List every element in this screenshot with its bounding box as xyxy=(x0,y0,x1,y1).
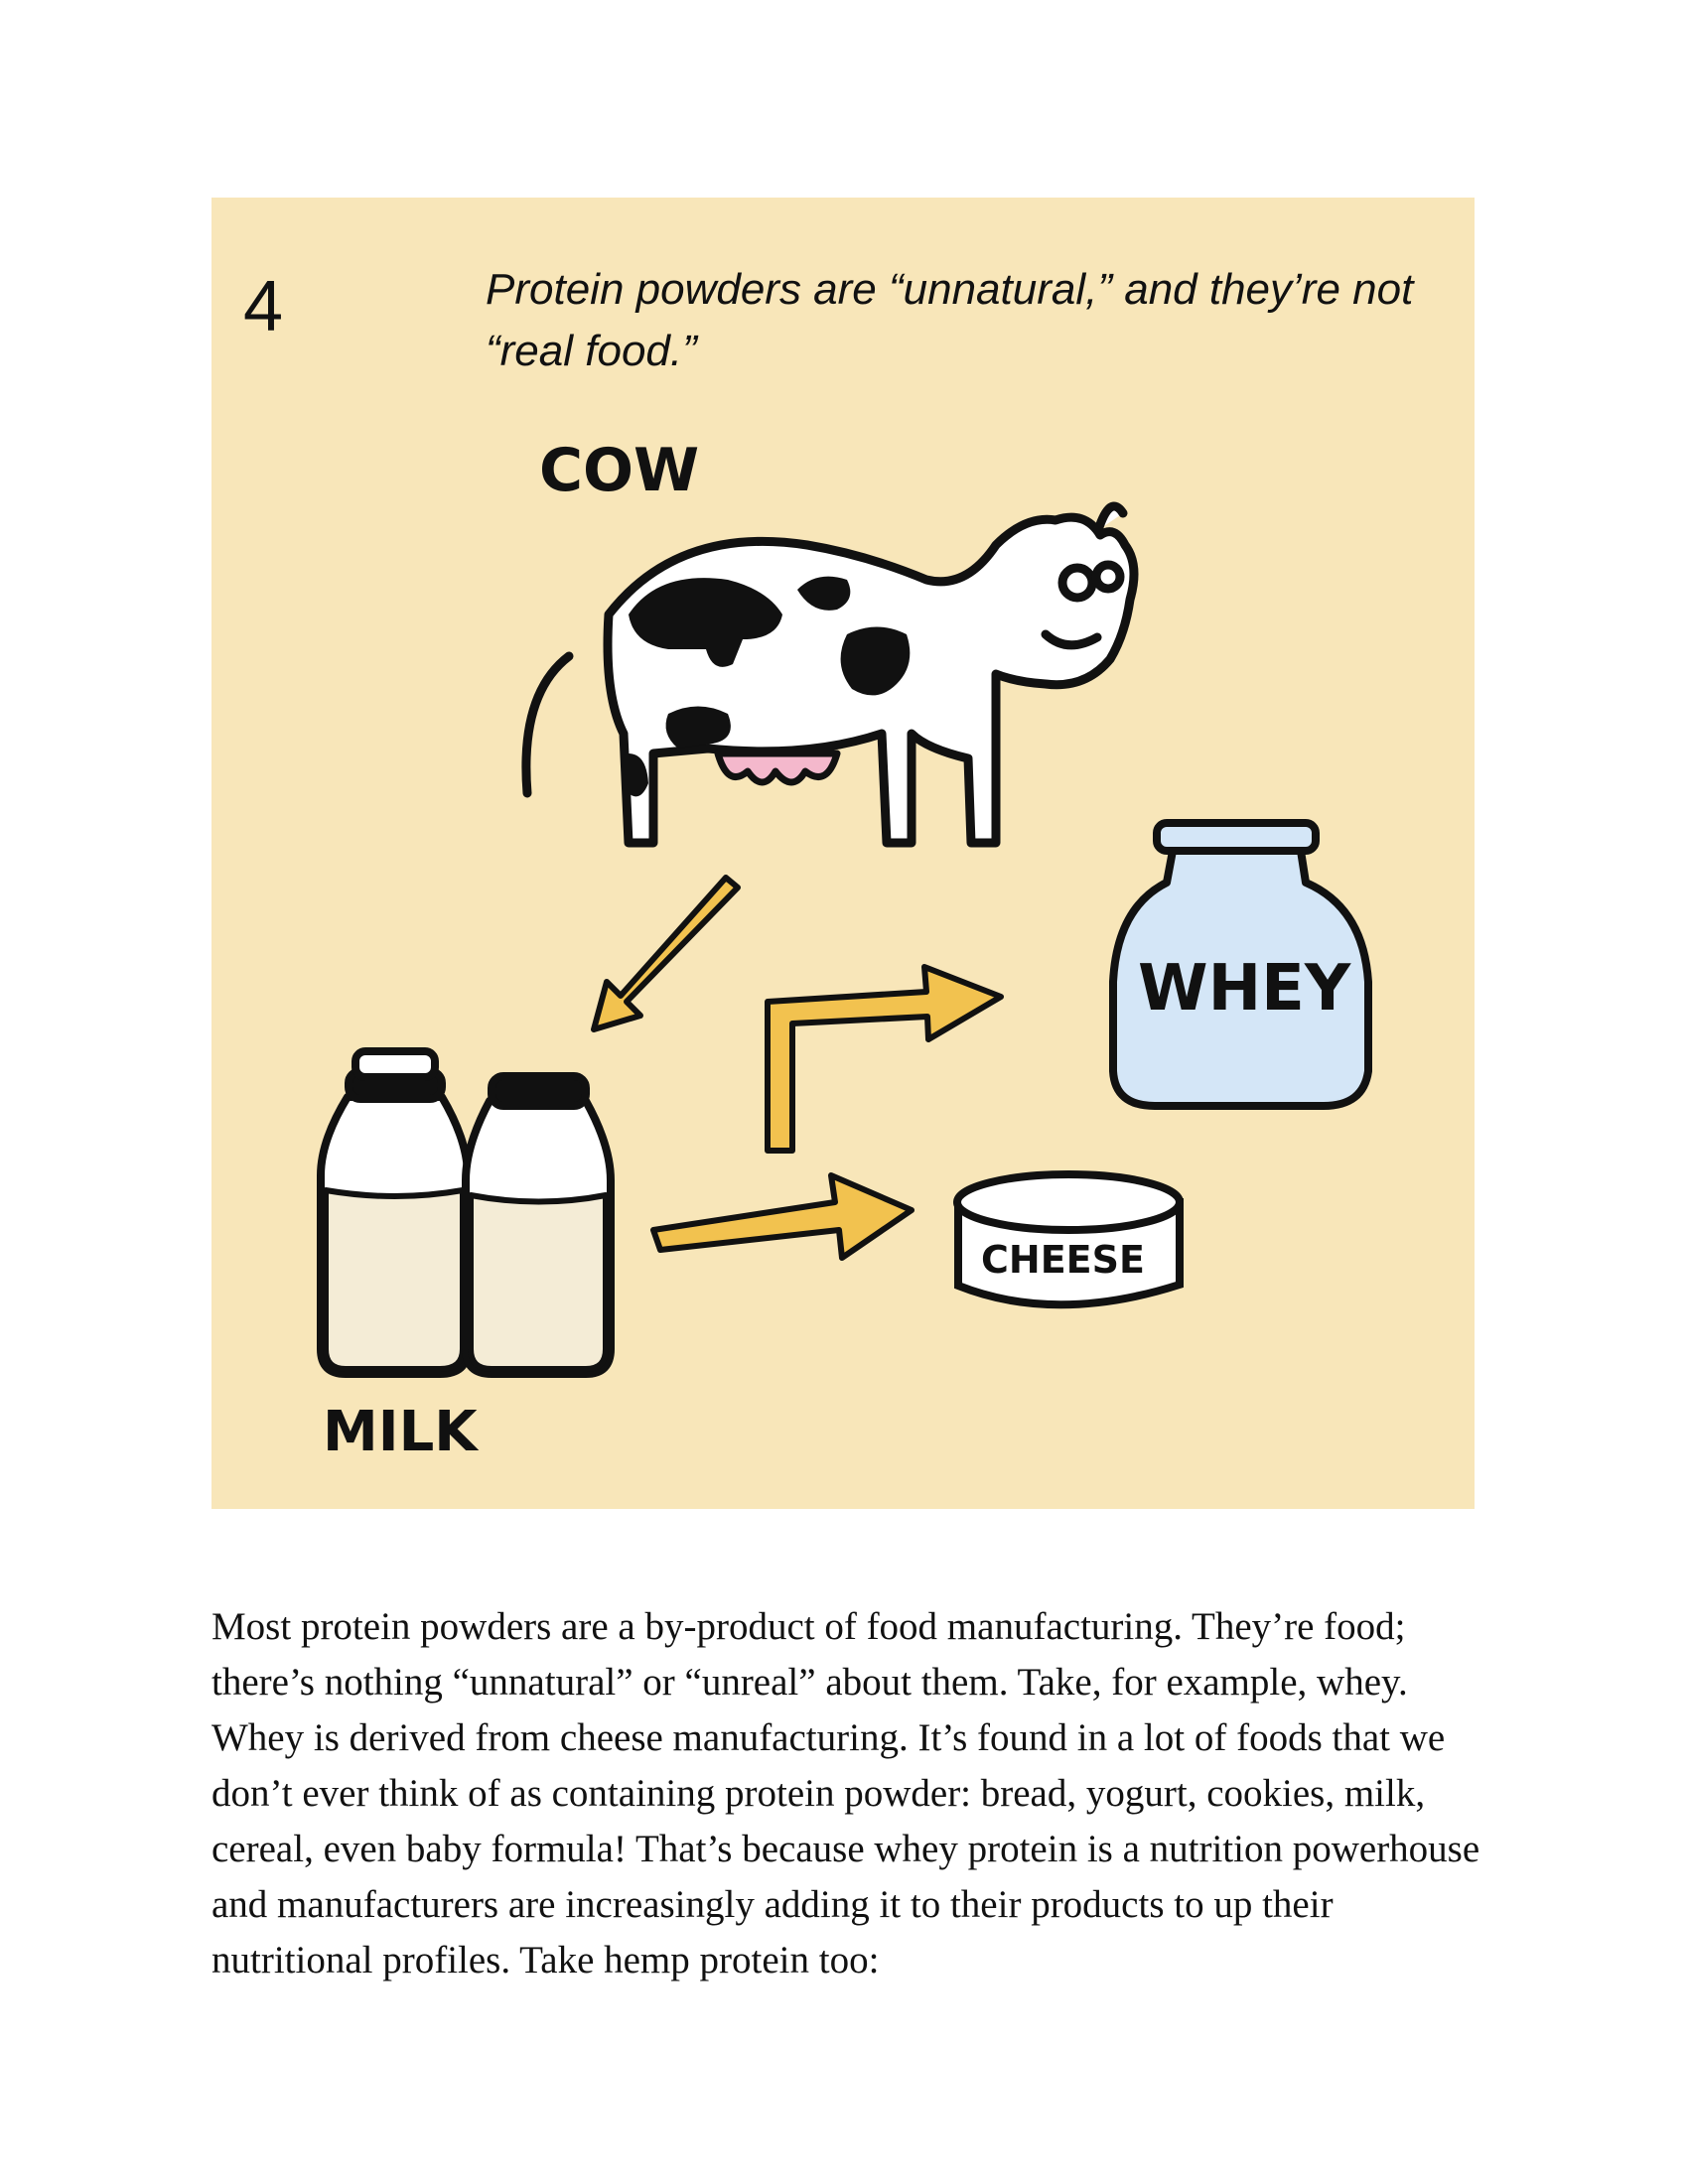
myth-illustration-panel xyxy=(211,198,1475,1509)
milk-bottles xyxy=(321,1051,611,1374)
arrow-milk-to-cheese xyxy=(653,1175,912,1258)
cheese-label: CHEESE xyxy=(981,1238,1145,1282)
milk-label: MILK xyxy=(323,1400,478,1464)
body-paragraph: Most protein powders are a by-product of food manufacturing. They’re food; there’s nothing “unnatural” or “unreal” about them. Take, for example, whey. Whey is derived from cheese manufacturing. It’s found in a lot of foods that we don’t ever think of as containing protein powder: bread, yogurt, cookies, milk, cereal, even baby formula! That’s because whey protein is a nutrition powerhouse and manufacturers are increasingly adding it to their products to up their nutritional profiles. Take hemp protein too: xyxy=(211,1605,1480,1981)
cow-drawing xyxy=(526,506,1134,843)
arrow-milk-to-whey xyxy=(768,967,1001,1151)
myth-title: Protein powders are “unnatural,” and they’re not “real food.” xyxy=(486,265,1414,375)
myth-number: 4 xyxy=(243,267,284,346)
cow-to-whey-diagram xyxy=(211,198,1475,1509)
arrow-cow-to-milk xyxy=(594,878,738,1029)
whey-label: WHEY xyxy=(1138,952,1351,1025)
cow-label: COW xyxy=(539,436,700,505)
